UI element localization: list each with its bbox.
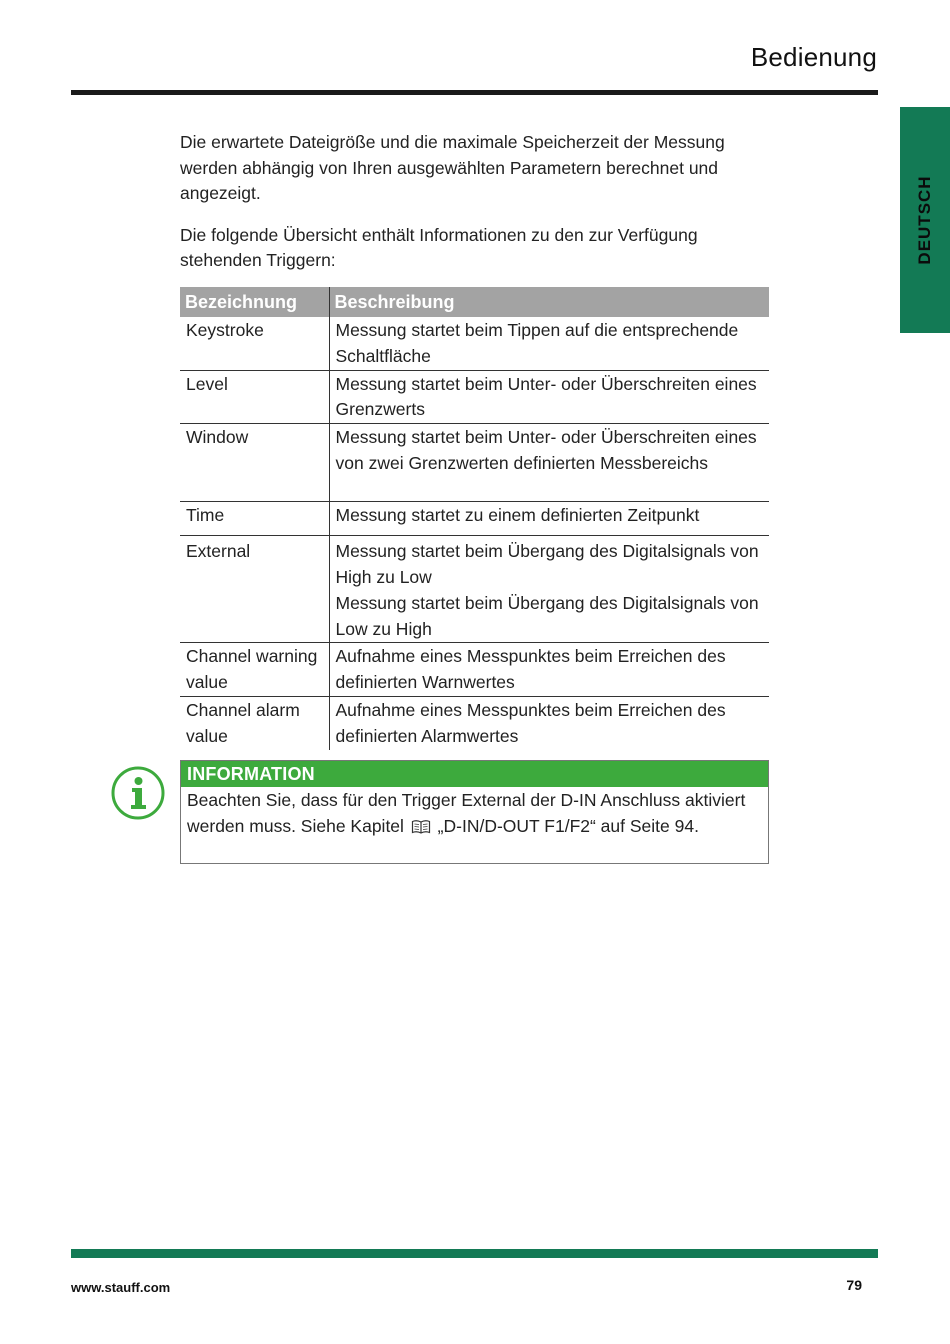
trigger-name: Time xyxy=(180,502,329,536)
info-box-title: INFORMATION xyxy=(181,761,768,787)
language-tab xyxy=(900,107,950,333)
header-rule xyxy=(71,90,878,95)
table-row xyxy=(180,696,769,749)
footer-rule xyxy=(71,1249,878,1258)
trigger-description: Messung startet beim Tippen auf die entsprechende Schaltfläche xyxy=(329,317,769,370)
trigger-description: Messung startet beim Unter- oder Überschreiten eines von zwei Grenzwerten definierten Messbereichs xyxy=(329,424,769,502)
trigger-name: Channel alarm value xyxy=(180,696,329,749)
trigger-description: Messung startet beim Unter- oder Überschreiten eines Grenzwerts xyxy=(329,370,769,424)
page-number: 79 xyxy=(846,1277,862,1293)
intro-text xyxy=(180,130,770,290)
chapter-reference-link[interactable]: „D-IN/D-OUT F1/F2“ auf Seite 94. xyxy=(437,815,699,836)
trigger-name: External xyxy=(180,536,329,643)
table-header-row xyxy=(180,287,769,317)
info-box xyxy=(180,760,769,864)
footer-website[interactable]: www.stauff.com xyxy=(71,1280,171,1295)
table-row xyxy=(180,502,769,536)
trigger-name: Window xyxy=(180,424,329,502)
trigger-description-line: Messung startet beim Übergang des Digitalsignals von Low zu High xyxy=(335,592,759,639)
table-row xyxy=(180,317,769,370)
trigger-name: Keystroke xyxy=(180,317,329,370)
table-row xyxy=(180,424,769,502)
trigger-description: Messung startet zu einem definierten Zeitpunkt xyxy=(329,502,769,536)
column-header-description: Beschreibung xyxy=(329,287,769,317)
info-icon xyxy=(111,766,165,820)
trigger-name: Channel warning value xyxy=(180,643,329,697)
trigger-description: Aufnahme eines Messpunktes beim Erreichen des definierten Alarmwertes xyxy=(335,699,726,746)
trigger-description-line: Messung startet beim Übergang des Digitalsignals von High zu Low xyxy=(335,541,759,587)
intro-paragraph-1: Die erwartete Dateigröße und die maximale Speicherzeit der Messung werden abhängig von Ihren ausgewählten Parametern berechnet und angezeigt. xyxy=(180,132,725,203)
info-text: Beachten Sie, dass für den Trigger External der D-IN Anschluss aktiviert werden muss. Siehe Kapitel xyxy=(187,790,746,836)
page-title: Bedienung xyxy=(750,42,877,72)
column-header-name: Bezeichnung xyxy=(180,287,329,317)
trigger-description xyxy=(329,536,769,643)
table-row xyxy=(180,643,769,697)
trigger-table xyxy=(180,287,769,750)
book-icon xyxy=(411,819,431,835)
table-row xyxy=(180,370,769,424)
intro-paragraph-2: Die folgende Übersicht enthält Informationen zu den zur Verfügung stehenden Triggern: xyxy=(180,224,698,270)
trigger-description: Aufnahme eines Messpunktes beim Erreichen des definierten Warnwertes xyxy=(329,643,769,697)
trigger-name: Level xyxy=(180,370,329,424)
info-box-text xyxy=(181,787,768,839)
table-row xyxy=(180,536,769,643)
language-tab-label: DEUTSCH xyxy=(915,175,934,265)
